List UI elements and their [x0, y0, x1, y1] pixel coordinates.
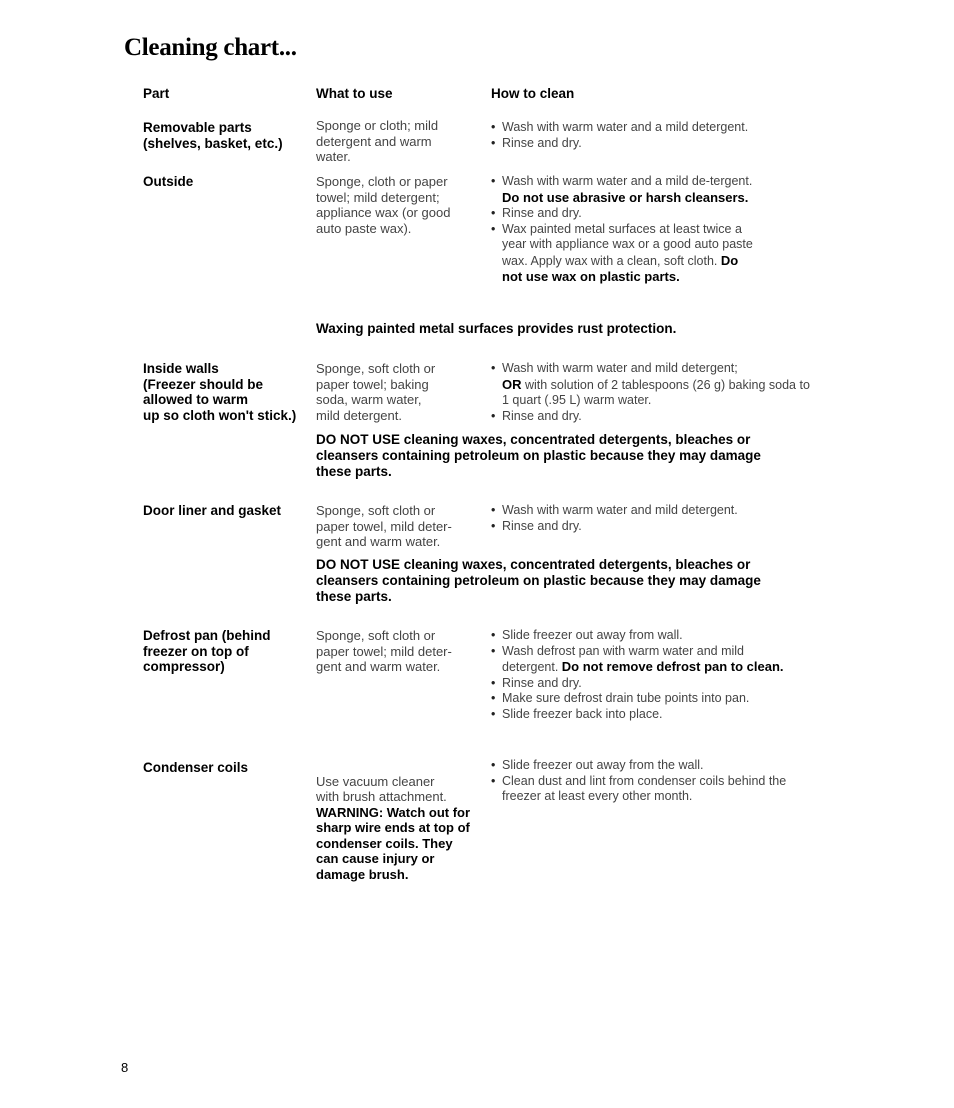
- instruction-item: • Wash with warm water and mild detergent.: [491, 503, 821, 519]
- row-note: DO NOT USE cleaning waxes, concentrated detergents, bleaches or cleansers containing petroleum on plastic because they may damage these parts.: [316, 432, 761, 479]
- what-to-use-text: Use vacuum cleaner with brush attachment.: [316, 773, 447, 804]
- column-header-how-to-clean: How to clean: [491, 86, 575, 101]
- instruction-item: • Rinse and dry.: [491, 409, 811, 425]
- row-note: Waxing painted metal surfaces provides rust protection.: [316, 321, 677, 336]
- instruction-item: • Wash with warm water and a mild detergent.: [491, 120, 821, 136]
- what-to-use: Sponge, soft cloth or paper towel; mild deter- gent and warm water.: [316, 628, 452, 674]
- how-to-clean-list: [491, 628, 786, 722]
- warning-text: WARNING: Watch out for sharp wire ends at top of condenser coils. They can cause injury or damage brush.: [316, 804, 471, 882]
- instruction-item: • Wax painted metal surfaces at least twice a year with appliance wax or a good auto paste wax. Apply wax with a clean, soft cloth. Do not use wax on plastic parts.: [491, 222, 759, 286]
- instruction-item: • Slide freezer out away from the wall.: [491, 758, 801, 774]
- instruction-item: • Rinse and dry.: [491, 519, 821, 535]
- how-to-clean-list: [491, 503, 821, 534]
- what-to-use: Sponge, soft cloth or paper towel, mild deter- gent and warm water.: [316, 503, 452, 549]
- what-to-use: Sponge or cloth; mild detergent and warm water.: [316, 118, 439, 164]
- page-title: Cleaning chart...: [124, 34, 297, 61]
- part-name: Inside walls (Freezer should be allowed to warm up so cloth won't stick.): [143, 361, 297, 423]
- part-name: Removable parts (shelves, basket, etc.): [143, 120, 283, 151]
- instruction-item: • Slide freezer out away from wall.: [491, 628, 786, 644]
- page-number: 8: [121, 1060, 129, 1075]
- instruction-item: • Rinse and dry.: [491, 206, 759, 222]
- instruction-item: • Wash with warm water and a mild de-tergent. Do not use abrasive or harsh cleansers.: [491, 174, 759, 206]
- row-note: DO NOT USE cleaning waxes, concentrated detergents, bleaches or cleansers containing petroleum on plastic because they may damage these parts.: [316, 557, 761, 604]
- instruction-item: • Make sure defrost drain tube points into pan.: [491, 691, 786, 707]
- column-header-what-to-use: What to use: [316, 86, 393, 101]
- what-to-use: Sponge, soft cloth or paper towel; baking soda, warm water, mild detergent.: [316, 361, 436, 423]
- instruction-item: • Slide freezer back into place.: [491, 707, 786, 723]
- part-name: Outside: [143, 174, 194, 189]
- instruction-item: • Rinse and dry.: [491, 136, 821, 152]
- how-to-clean-list: [491, 120, 821, 151]
- instruction-item: • Wash defrost pan with warm water and mild detergent. Do not remove defrost pan to clean.: [491, 644, 786, 676]
- how-to-clean-list: [491, 174, 759, 286]
- how-to-clean-list: [491, 758, 801, 805]
- part-name: Condenser coils: [143, 760, 249, 775]
- part-name: Door liner and gasket: [143, 503, 282, 518]
- instruction-item: • Rinse and dry.: [491, 676, 786, 692]
- what-to-use: Sponge, cloth or paper towel; mild detergent; appliance wax (or good auto paste wax).: [316, 174, 451, 236]
- instruction-item: • Wash with warm water and mild detergent; OR with solution of 2 tablespoons (26 g) baking soda to 1 quart (.95 L) warm water.: [491, 361, 811, 409]
- what-to-use: [316, 758, 476, 898]
- instruction-item: • Clean dust and lint from condenser coils behind the freezer at least every other month.: [491, 774, 801, 805]
- column-header-part: Part: [143, 86, 170, 101]
- how-to-clean-list: [491, 361, 811, 424]
- part-name: Defrost pan (behind freezer on top of compressor): [143, 628, 271, 674]
